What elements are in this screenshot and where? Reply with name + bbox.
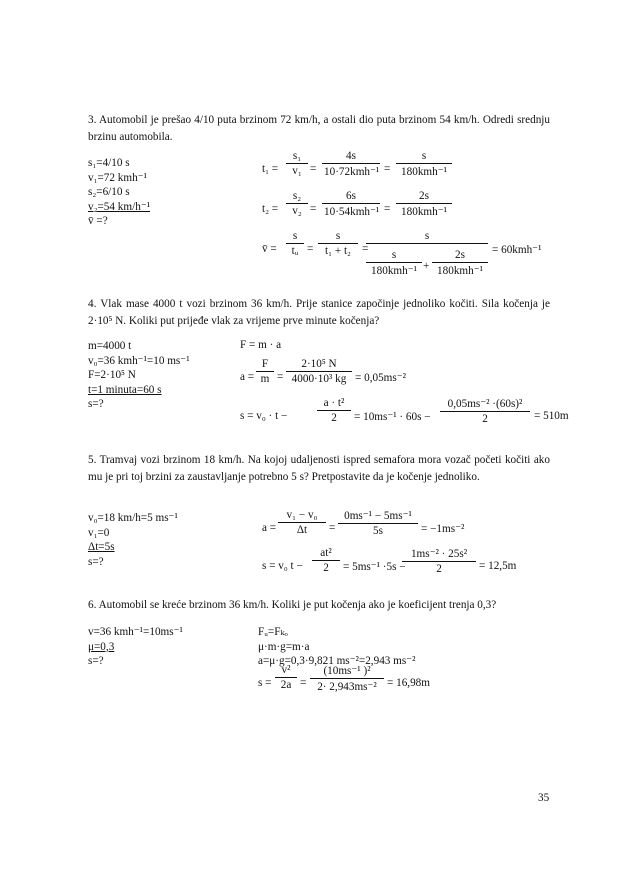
distance-6-fraction-1: $\frac{\text{v²}}{2a}$ bbox=[275, 664, 297, 691]
given-item: s=? bbox=[88, 655, 104, 668]
problem-5-text: 5. Tramvaj vozi brzinom 18 km/h. Na kojoj udaljenosti ispred semafora mora vozač početi kočiti ako mu je pri toj brzini za zaustavljanje potrebno 5 s? Pretpostavite da je kočenje jednoliko. bbox=[88, 454, 550, 483]
v-avg-lhs: v̄ = bbox=[262, 243, 277, 255]
v-result: = 60kmh⁻¹ bbox=[492, 244, 542, 256]
given-item: t=1 minuta=60 s bbox=[88, 383, 162, 396]
given-item: v₂=54 km/h⁻¹ bbox=[88, 200, 151, 213]
given-item: v₀=18 km/h=5 ms⁻¹ bbox=[88, 512, 178, 524]
v-fraction-1: $\frac{s}{\text{tᵤ}}$ bbox=[286, 230, 304, 257]
accel-5-fraction-2: $\frac{\text{0ms⁻¹ − 5ms⁻¹}}{5s}$ bbox=[338, 509, 418, 537]
distance-5-middle: = 5ms⁻¹ ·5s − bbox=[343, 561, 406, 573]
t2-fraction-3: 2s 180kmh⁻¹ bbox=[396, 190, 452, 218]
distance-5-fraction-2: $\frac{\text{1ms⁻² · 25s²}}{2}$ bbox=[402, 547, 476, 575]
given-item: v=36 kmh⁻¹=10ms⁻¹ bbox=[88, 626, 183, 638]
distance-fraction-2: $\frac{\text{0,05ms⁻² ·(60s)²}}{2}$ bbox=[440, 397, 530, 425]
distance-result: = 510m bbox=[534, 410, 569, 422]
accel-lhs: a = bbox=[240, 371, 255, 383]
v-sub-fraction-a: s 180kmh⁻¹ bbox=[366, 249, 422, 277]
t1-lhs: t₁ = bbox=[262, 163, 279, 175]
t1-fraction-1: $\frac{\text{s₁}}{\text{v₁}}$ bbox=[286, 150, 308, 177]
given-item: Δt=5s bbox=[88, 541, 115, 554]
problem-4-text: 4. Vlak mase 4000 t vozi brzinom 36 km/h. Prije stanice započinje jednoliko kočiti. Sila kočenja je 2·10⁵ N. Koliki put prijeđe vlak za vrijeme prve minute kočenja? bbox=[88, 298, 550, 327]
problem-6-given bbox=[88, 625, 183, 669]
accel-result: = 0,05ms⁻² bbox=[355, 372, 406, 384]
v-fraction-2: $\frac{s}{\text{t₁ + t₂}}$ bbox=[318, 230, 358, 257]
given-item: s₁=4/10 s bbox=[88, 157, 130, 169]
given-item: s=? bbox=[88, 555, 104, 568]
problem-3-given bbox=[88, 156, 150, 229]
plus-sign: + bbox=[423, 260, 430, 272]
problem-3-text: 3. Automobil je prešao 4/10 puta brzinom 72 km/h, a ostali dio puta brzinom 54 km/h. Odredi srednju brzinu automobila. bbox=[88, 114, 550, 143]
distance-5-lhs: s = v₀ t − bbox=[262, 560, 303, 572]
given-item: μ=0,3 bbox=[88, 640, 115, 653]
given-item: F=2·10⁵ N bbox=[88, 369, 136, 382]
newton-law: F = m · a bbox=[240, 339, 282, 351]
v-sub-fraction-b: 2s 180kmh⁻¹ bbox=[432, 249, 488, 277]
v-fraction-3-numerator: s bbox=[366, 230, 488, 244]
force-balance: Fᵤ=Fₖₒ bbox=[258, 626, 288, 638]
problem-6-text: 6. Automobil se kreće brzinom 36 km/h. Koliki je put kočenja ako je koeficijent trenja 0,3? bbox=[88, 599, 497, 611]
given-item: v₁=0 bbox=[88, 526, 110, 539]
accel-fraction-1: $\frac{F}{m}$ bbox=[256, 358, 274, 385]
t1-fraction-2: 4s 10·72kmh⁻¹ bbox=[324, 150, 380, 178]
distance-6-fraction-2: $\frac{\text{(10ms⁻¹ )²}}{\text{2· 2,943ms⁻²}}$ bbox=[310, 664, 384, 693]
problem-6-solution-lines bbox=[258, 625, 416, 669]
friction-equation: μ·m·g=m·a bbox=[258, 640, 310, 653]
accel-fraction-2: $\frac{\text{2·10⁵ N}}{\text{4000·10³ kg}}$ bbox=[286, 358, 352, 385]
distance-5-result: = 12,5m bbox=[479, 560, 517, 572]
problem-4-given bbox=[88, 339, 190, 412]
given-item: v̄ =? bbox=[88, 215, 108, 228]
distance-6-lhs: s = bbox=[258, 677, 272, 689]
accel-6-equation: a=μ·g=0,3·9,821 ms⁻²=2,943 ms⁻² bbox=[258, 655, 416, 668]
t1-fraction-3: s 180kmh⁻¹ bbox=[396, 150, 452, 178]
distance-6-result: = 16,98m bbox=[387, 677, 430, 689]
given-item: v₀=36 kmh⁻¹=10 ms⁻¹ bbox=[88, 354, 190, 367]
given-item: s=? bbox=[88, 398, 104, 411]
distance-lhs: s = v₀ · t − bbox=[240, 410, 288, 422]
t2-lhs: t₂ = bbox=[262, 203, 279, 215]
page-number: 35 bbox=[538, 792, 550, 804]
problem-5-given bbox=[88, 511, 178, 569]
document-page: 3. Automobil je prešao 4/10 puta brzinom 72 km/h, a ostali dio puta brzinom 54 km/h. Odredi srednju brzinu automobila. s₁=4/10 s v₁=72 kmh⁻¹ s₂=6/10 s v₂=54 km/h⁻¹ v̄ =? t₁ = $\frac{\text{s₁}}{\text{v₁}}$ = 4s 10·72kmh⁻¹ = s 180kmh⁻¹ t₂ = $\frac{\text{s₂}}{\text{v₂}}$ = 6s 10·54kmh⁻¹ = 2s 180kmh⁻¹ v̄ = $\frac{s}{\text{tᵤ}}$ = $\frac{s}{\text{t₁ + t₂}}$ = s s 180kmh⁻¹ + 2s 180kmh⁻¹ = 60kmh⁻¹ 4. Vlak mase 4000 t vozi brzinom 36 km/h. Prije stanice započinje jednoliko kočiti. Sila kočenja je 2·10⁵ N. Koliki put prijeđe vlak za vrijeme prve minute kočenja? m=4000 t v₀=36 kmh⁻¹=10 ms⁻¹ F=2·10⁵ N t=1 minuta=60 s s=? F = m · a a = $\frac{F}{m}$ = $\frac{\text{2·10⁵ N}}{\text{4000·10³ kg}}$ = 0,05ms⁻² s = v₀ · t − $\frac{\text{a · t²}}{2}$ = 10ms⁻¹ · 60s − $\frac{\text{0,05ms⁻² ·(60s)²}}{2}$ = 510m 5. Tramvaj vozi brzinom 18 km/h. Na kojoj udaljenosti ispred semafora mora vozač početi kočiti ako mu je pri toj brzini za zaustavljanje potrebno 5 s? Pretpostavite da je kočenje jednoliko. v₀=18 km/h=5 ms⁻¹ v₁=0 Δt=5s s=? a = $\frac{\text{v₁ − v₀}}{\Delta t}$ = $\frac{\text{0ms⁻¹ − 5ms⁻¹}}{5s}$ = −1ms⁻² s = v₀ t − $\frac{\text{at²}}{2}$ = 5ms⁻¹ ·5s − $\frac{\text{1ms⁻² · 25s²}}{2}$ = 12,5m 6. Automobil se kreće brzinom 36 km/h. Koliki je put kočenja ako je koeficijent trenja 0,3? v=36 kmh⁻¹=10ms⁻¹ μ=0,3 s=? Fᵤ=Fₖₒ μ·m·g=m·a a=μ·g=0,3·9,821 ms⁻²=2,943 ms⁻² s = $\frac{\text{v²}}{2a}$ = $\frac{\text{(10ms⁻¹ )²}}{\text{2· 2,943ms⁻²}}$ = 16,98m 35 bbox=[88, 114, 569, 804]
distance-fraction-1: $\frac{\text{a · t²}}{2}$ bbox=[317, 397, 351, 424]
distance-5-fraction-1: $\frac{\text{at²}}{2}$ bbox=[312, 547, 340, 574]
given-item: v₁=72 kmh⁻¹ bbox=[88, 171, 147, 184]
t2-fraction-1: $\frac{\text{s₂}}{\text{v₂}}$ bbox=[286, 190, 308, 217]
accel-5-lhs: a = bbox=[262, 522, 277, 534]
t2-fraction-2: 6s 10·54kmh⁻¹ bbox=[324, 190, 380, 218]
accel-5-fraction-1: $\frac{\text{v₁ − v₀}}{\Delta t}$ bbox=[278, 509, 326, 536]
accel-5-result: = −1ms⁻² bbox=[421, 523, 465, 535]
given-item: s₂=6/10 s bbox=[88, 186, 130, 199]
given-item: m=4000 t bbox=[88, 340, 132, 352]
distance-middle: = 10ms⁻¹ · 60s − bbox=[354, 411, 431, 423]
